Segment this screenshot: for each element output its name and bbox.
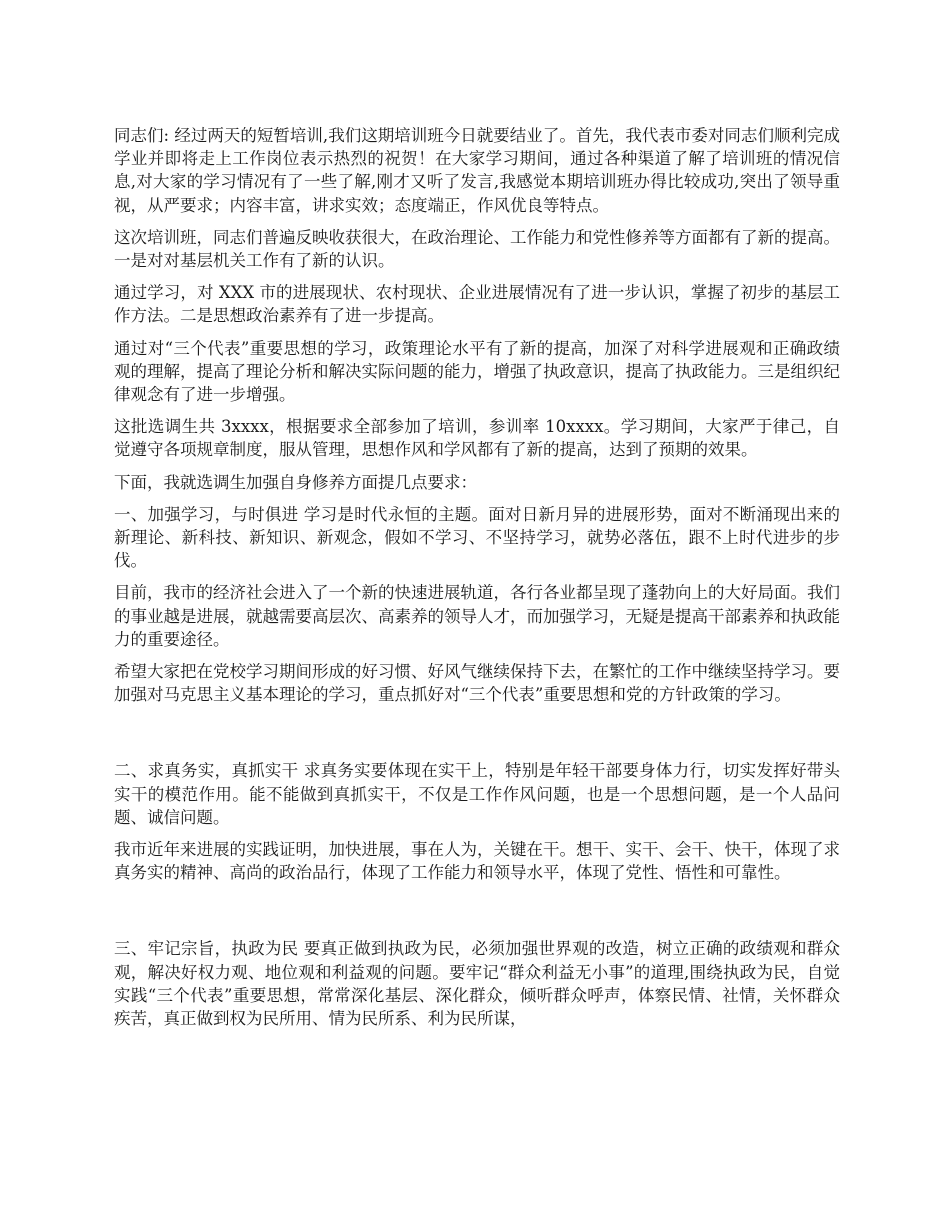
paragraph-understanding: 通过学习，对 XXX 市的进展现状、农村现状、企业进展情况有了进一步认识，掌握了初步的基层工作方法。二是思想政治素养有了进一步提高。 [114, 283, 840, 326]
paragraph-opening: 同志们: 经过两天的短暂培训,我们这期培训班今日就要结业了。首先，我代表市委对同志们顺利完成学业并即将走上工作岗位表示热烈的祝贺！在大家学习期间，通过各种渠道了解了培训班的情况信息,对大家的学习情况有了一些了解,刚才又听了发言,我感觉本期培训班办得比较成功,突出了领导重视，从严要求；内容丰富，讲求实效；态度端正，作风优良等特点。 [114, 126, 840, 215]
paragraph-section-one-body: 目前，我市的经济社会进入了一个新的快速进展轨道，各行各业都呈现了蓬勃向上的大好局面。我们的事业越是进展，就越需要高层次、高素养的领导人才，而加强学习，无疑是提高干部素养和执政能力的重要途径。 [114, 583, 840, 649]
section-spacer [114, 715, 840, 759]
paragraph-harvest: 这次培训班，同志们普遍反映收获很大，在政治理论、工作能力和党性修养等方面都有了新的提高。一是对对基层机关工作有了新的认识。 [114, 227, 840, 271]
paragraph-section-three: 三、牢记宗旨，执政为民 要真正做到执政为民，必须加强世界观的改造，树立正确的政绩观和群众观，解决好权力观、地位观和利益观的问题。要牢记“群众利益无小事”的道理,围绕执政为民，自觉实践“三个代表”重要思想，常常深化基层、深化群众，倾听群众呼声，体察民情、社情，关怀群众疾苦，真正做到权为民所用、情为民所系、利为民所谋， [114, 939, 840, 1029]
document-body [114, 124, 840, 1039]
paragraph-section-one: 一、加强学习，与时俱进 学习是时代永恒的主题。面对日新月异的进展形势，面对不断涌现出来的新理论、新科技、新知识、新观念，假如不学习、不坚持学习，就势必落伍，跟不上时代进步的步伐。 [114, 504, 840, 571]
section-spacer [114, 893, 840, 937]
paragraph-requirements-intro: 下面，我就选调生加强自身修养方面提几点要求： [114, 472, 477, 492]
paragraph-participation: 这批选调生共 3xxxx，根据要求全部参加了培训，参训率 10xxxx。学习期间，大家严于律己，自觉遵守各项规章制度，服从管理，思想作风和学风都有了新的提高，达到了预期的效果。 [114, 417, 840, 460]
paragraph-section-one-hope: 希望大家把在党校学习期间形成的好习惯、好风气继续保持下去，在繁忙的工作中继续坚持学习。要加强对马克思主义基本理论的学习，重点抓好对“三个代表”重要思想和党的方针政策的学习。 [114, 662, 840, 705]
paragraph-section-two: 二、求真务实，真抓实干 求真务实要体现在实干上，特别是年轻干部要身体力行，切实发挥好带头实干的模范作用。能不能做到真抓实干，不仅是工作作风问题，也是一个思想问题，是一个人品问题、诚信问题。 [114, 761, 840, 827]
paragraph-section-two-body: 我市近年来进展的实践证明，加快进展，事在人为，关键在干。想干、实干、会干、快干，体现了求真务实的精神、高尚的政治品行，体现了工作能力和领导水平，体现了党性、悟性和可靠性。 [114, 840, 840, 883]
paragraph-theory: 通过对“三个代表”重要思想的学习，政策理论水平有了新的提高，加深了对科学进展观和正确政绩观的理解，提高了理论分析和解决实际问题的能力，增强了执政意识，提高了执政能力。三是组织纪律观念有了进一步增强。 [114, 338, 840, 405]
